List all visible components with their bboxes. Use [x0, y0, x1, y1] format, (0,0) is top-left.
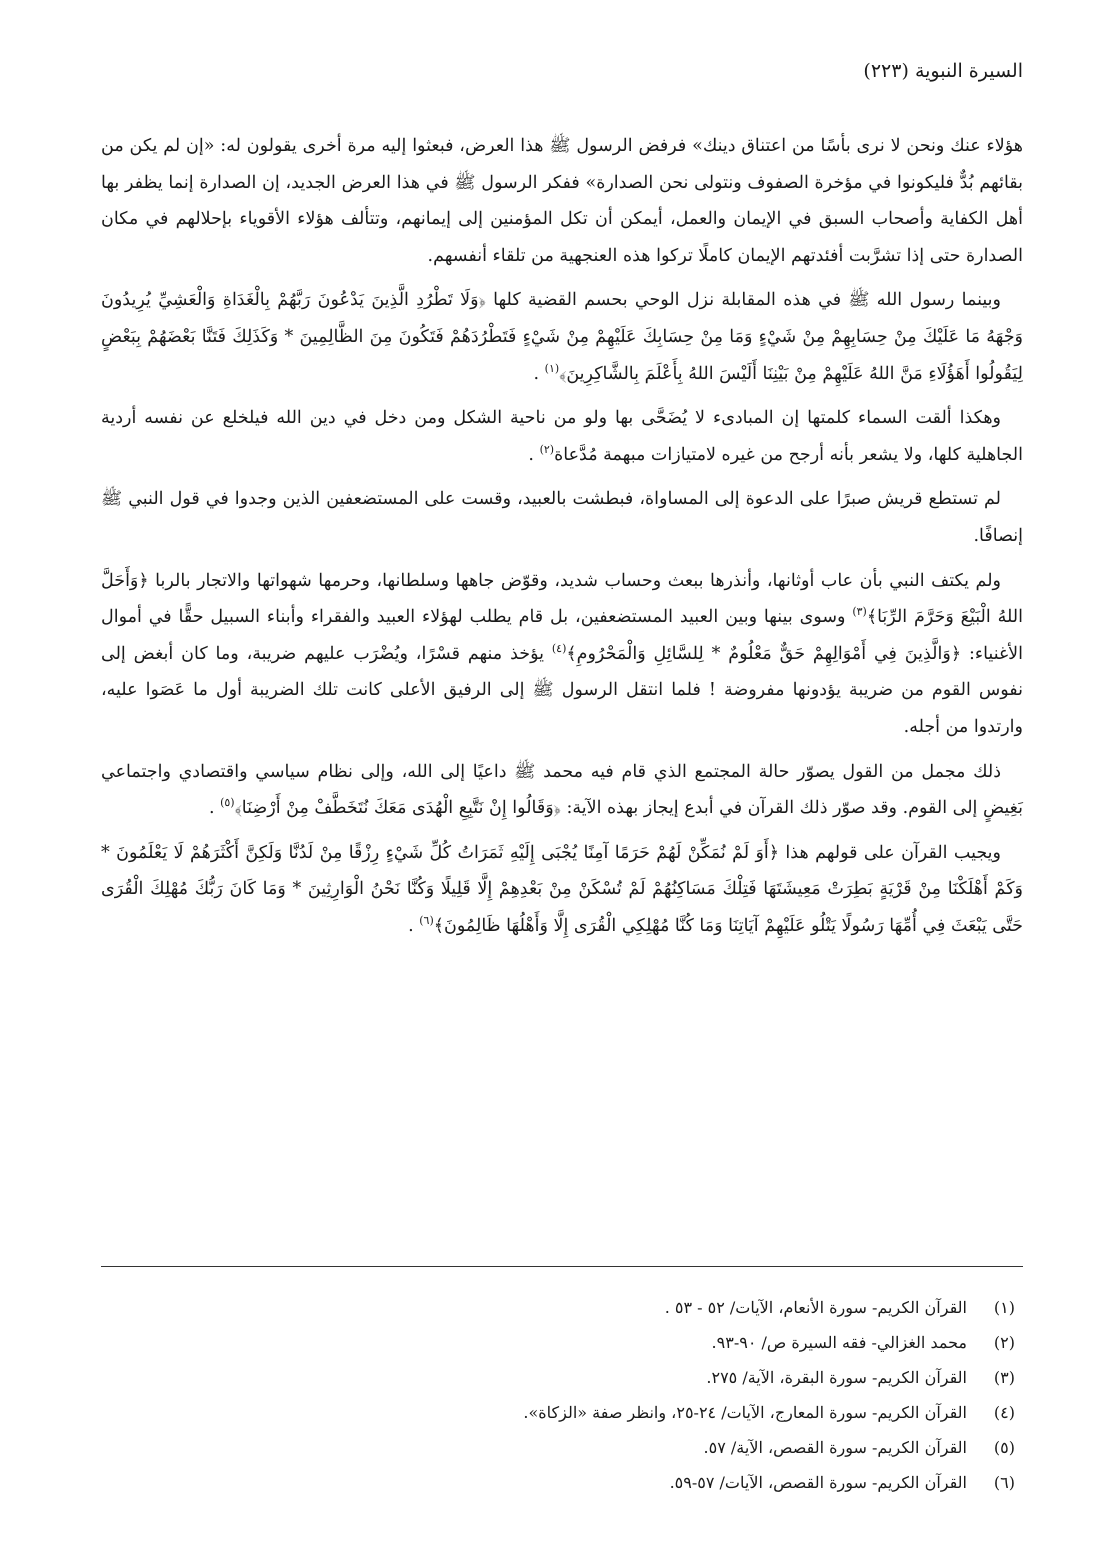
- paragraph-text: وهكذا ألقت السماء كلمتها إن المبادىء لا يُضَحَّى بها ولو من ناحية الشكل ومن دخل في دين الله فيلخلع عن نفسه أردية الجاهلية كلها، ولا يشعر بأنه أرجح من غيره لامتيازات مبهمة مُدَّعاة: [101, 408, 1023, 465]
- footnote-number: (٦): [993, 1473, 1015, 1492]
- footnote-item: [115, 1360, 1015, 1395]
- footnote-number: (٤): [993, 1403, 1015, 1422]
- footnote-number: (٣): [993, 1368, 1015, 1387]
- footnote-text: القرآن الكريم- سورة المعارج، الآيات/ ٢٤-٢٥، وانظر صفة «الزكاة».: [523, 1403, 967, 1422]
- footnotes-list: [115, 1290, 1015, 1500]
- footnote-item: [115, 1325, 1015, 1360]
- running-header: [853, 58, 1023, 84]
- footnote-text: القرآن الكريم- سورة القصص، الآية/ ٥٧.: [703, 1438, 967, 1457]
- footnote-text: محمد الغزالي- فقه السيرة ص/ ٩٠-٩٣.: [711, 1333, 967, 1352]
- paragraph: [101, 563, 1023, 746]
- footnote-number: (٥): [993, 1438, 1015, 1457]
- quran-verse: ﴿أَوَ لَمْ نُمَكِّنْ لَهُمْ حَرَمًا آمِنًا يُجْبَى إِلَيْهِ ثَمَرَاتُ كُلِّ شَيْءٍ رِزْقًا مِنْ لَدُنَّا وَلَكِنَّ أَكْثَرَهُمْ لَا يَعْلَمُونَ * وَكَمْ أَهْلَكْنَا مِنْ قَرْيَةٍ بَطِرَتْ مَعِيشَتَهَا فَتِلْكَ مَسَاكِنُهُمْ لَمْ تُسْكَنْ مِنْ بَعْدِهِمْ إِلَّا قَلِيلًا وَكُنَّا نَحْنُ الْوَارِثِينَ * وَمَا كَانَ رَبُّكَ مُهْلِكَ الْقُرَى حَتَّى يَبْعَثَ فِي أُمِّهَا رَسُولًا يَتْلُو عَلَيْهِمْ آيَاتِنَا وَمَا كُنَّا مُهْلِكِي الْقُرَى إِلَّا وَأَهْلُهَا ظَالِمُونَ﴾: [101, 842, 1023, 936]
- footnote-item: [115, 1430, 1015, 1465]
- footnote-text: القرآن الكريم- سورة البقرة، الآية/ ٢٧٥.: [706, 1368, 967, 1387]
- quran-verse: ﴿وَلَا تَطْرُدِ الَّذِينَ يَدْعُونَ رَبَّهُمْ بِالْغَدَاةِ وَالْعَشِيِّ يُرِيدُونَ وَجْهَهُ مَا عَلَيْكَ مِنْ حِسَابِهِمْ مِنْ شَيْءٍ وَمَا مِنْ حِسَابِكَ عَلَيْهِمْ مِنْ شَيْءٍ فَتَطْرُدَهُمْ فَتَكُونَ مِنَ الظَّالِمِينَ * وَكَذَلِكَ فَتَنَّا بَعْضَهُمْ بِبَعْضٍ لِيَقُولُوا أَهَؤُلَاءِ مَنَّ اللهُ عَلَيْهِمْ مِنْ بَيْنِنَا أَلَيْسَ اللهُ بِأَعْلَمَ بِالشَّاكِرِينَ﴾: [101, 290, 1023, 384]
- footnote-text: القرآن الكريم- سورة القصص، الآيات/ ٥٧-٥٩.: [669, 1473, 967, 1492]
- footnote-number: (٢): [993, 1333, 1015, 1352]
- paragraph-text: يؤخذ منهم قسْرًا، ويُضْرَب عليهم ضريبة، وما كان أبغض إلى نفوس القوم من ضريبة يؤدونها مفروضة ! فلما انتقل الرسول ﷺ إلى الرفيق الأعلى كانت تلك الضريبة أول ما عَصَوا عليه، وارتدوا من أجله.: [101, 643, 1023, 737]
- paragraph-text: ويجيب القرآن على قولهم هذا: [785, 842, 1001, 863]
- paragraph-text: ذلك مجمل من القول يصوّر حالة المجتمع الذي قام فيه محمد ﷺ داعيًا إلى الله، وإلى نظام سياسي واقتصادي واجتماعي بَغِيضٍ إلى القوم. وقد صوّر ذلك القرآن في أبدع إيجاز بهذه الآية:: [101, 761, 1023, 819]
- quran-verse: ﴿وَالَّذِينَ فِي أَمْوَالِهِمْ حَقٌّ مَعْلُومٌ * لِلسَّائِلِ وَالْمَحْرُومِ﴾: [566, 643, 962, 664]
- footnote-number: (١): [993, 1298, 1015, 1317]
- paragraph-text: وبينما رسول الله ﷺ في هذه المقابلة نزل الوحي بحسم القضية كلها: [493, 290, 1001, 311]
- footnote-separator: [101, 1266, 1023, 1267]
- quran-verse: ﴿وَأَحَلَّ اللهُ الْبَيْعَ وَحَرَّمَ الرِّبَا﴾: [101, 570, 1023, 628]
- footnote-ref: (٥): [220, 796, 235, 810]
- footnote-item: [115, 1290, 1015, 1325]
- footnote-ref: (٢): [539, 442, 555, 456]
- paragraph: ويجيب القرآن على قولهم هذا ﴿أَوَ لَمْ نُمَكِّنْ لَهُمْ حَرَمًا آمِنًا يُجْبَى إِلَيْهِ ثَمَرَاتُ كُلِّ شَيْءٍ رِزْقًا مِنْ لَدُنَّا وَلَكِنَّ أَكْثَرَهُمْ لَا يَعْلَمُونَ * وَكَمْ أَهْلَكْنَا مِنْ قَرْيَةٍ بَطِرَتْ مَعِيشَتَهَا فَتِلْكَ مَسَاكِنُهُمْ لَمْ تُسْكَنْ مِنْ بَعْدِهِمْ إِلَّا قَلِيلًا وَكُنَّا نَحْنُ الْوَارِثِينَ * وَمَا كَانَ رَبُّكَ مُهْلِكَ الْقُرَى حَتَّى يَبْعَثَ فِي أُمِّهَا رَسُولًا يَتْلُو عَلَيْهِمْ آيَاتِنَا وَمَا كُنَّا مُهْلِكِي الْقُرَى إِلَّا وَأَهْلُهَا ظَالِمُونَ﴾$^{(٦)}$ .: [101, 842, 1023, 936]
- footnote-ref: (١): [544, 361, 560, 375]
- footnote-ref: (٦): [419, 914, 434, 928]
- page-number: (٢٢٣): [863, 60, 909, 82]
- paragraph: وهكذا ألقت السماء كلمتها إن المبادىء لا يُضَحَّى بها ولو من ناحية الشكل ومن دخل في دين الله فيلخلع عن نفسه أردية الجاهلية كلها، ولا يشعر بأنه أرجح من غيره لامتيازات مبهمة مُدَّعاة$^{(٢)}$ .: [101, 408, 1023, 465]
- body-text: [101, 128, 1023, 952]
- footnote-ref: (٣): [852, 605, 867, 619]
- paragraph-text: ولم يكتف النبي بأن عاب أوثانها، وأنذرها ببعث وحساب شديد، وقوّض جاهها وسلطانها، وحرمها شهواتها والاتجار بالربا: [155, 570, 1001, 591]
- paragraph-text: وسوى بينها وبين العبيد المستضعفين، بل قام يطلب لهؤلاء العبيد والفقراء وأبناء السبيل حقًّا في أموال الأغنياء:: [101, 607, 1023, 664]
- footnote-ref: (٤): [551, 641, 567, 655]
- running-header-title: السيرة النبوية: [914, 60, 1023, 82]
- paragraph-text: هؤلاء عنك ونحن لا نرى بأسًا من اعتناق دينك» فرفض الرسول ﷺ هذا العرض، فبعثوا إليه مرة أخرى يقولون له: «إن لم يكن من بقائهم بُدٌّ فليكونوا في مؤخرة الصفوف ونتولى نحن الصدارة» ففكر الرسول ﷺ في هذا العرض الجديد، إن الصدارة إنما يظفر بها أهل الكفاية وأصحاب السبق في الإيمان والعمل، أيمكن أن تكل المؤمنين إلى إيمانهم، وتتألف هؤلاء الأقوياء بإحلالهم في مكان الصدارة حتى إذا تشرَّبت أفئدتهم الإيمان كاملًا تركوا هذه العنجهية من تلقاء أنفسهم.: [101, 136, 1023, 266]
- paragraph-text: لم تستطع قريش صبرًا على الدعوة إلى المساواة، فبطشت بالعبيد، وقست على المستضعفين الذين وجدوا في قول النبي ﷺ إنصافًا.: [101, 489, 1023, 546]
- paragraph: [101, 481, 1023, 554]
- footnote-text: القرآن الكريم- سورة الأنعام، الآيات/ ٥٢ - ٥٣ .: [664, 1298, 967, 1317]
- footnote-item: [115, 1395, 1015, 1430]
- paragraph: ذلك مجمل من القول يصوّر حالة المجتمع الذي قام فيه محمد ﷺ داعيًا إلى الله، وإلى نظام سياسي واقتصادي واجتماعي بَغِيضٍ إلى القوم. وقد صوّر ذلك القرآن في أبدع إيجاز بهذه الآية: ﴿وَقَالُوا إِنْ نَتَّبِعِ الْهُدَى مَعَكَ نُتَخَطَّفْ مِنْ أَرْضِنَا﴾$^{(٥)}$ .: [101, 761, 1023, 819]
- quran-verse: ﴿وَقَالُوا إِنْ نَتَّبِعِ الْهُدَى مَعَكَ نُتَخَطَّفْ مِنْ أَرْضِنَا﴾: [234, 798, 561, 819]
- footnote-item: [115, 1465, 1015, 1500]
- paragraph: وبينما رسول الله ﷺ في هذه المقابلة نزل الوحي بحسم القضية كلها ﴿وَلَا تَطْرُدِ الَّذِينَ يَدْعُونَ رَبَّهُمْ بِالْغَدَاةِ وَالْعَشِيِّ يُرِيدُونَ وَجْهَهُ مَا عَلَيْكَ مِنْ حِسَابِهِمْ مِنْ شَيْءٍ وَمَا مِنْ حِسَابِكَ عَلَيْهِمْ مِنْ شَيْءٍ فَتَطْرُدَهُمْ فَتَكُونَ مِنَ الظَّالِمِينَ * وَكَذَلِكَ فَتَنَّا بَعْضَهُمْ بِبَعْضٍ لِيَقُولُوا أَهَؤُلَاءِ مَنَّ اللهُ عَلَيْهِمْ مِنْ بَيْنِنَا أَلَيْسَ اللهُ بِأَعْلَمَ بِالشَّاكِرِينَ﴾$^{(١)}$ .: [101, 290, 1023, 384]
- paragraph: [101, 128, 1023, 274]
